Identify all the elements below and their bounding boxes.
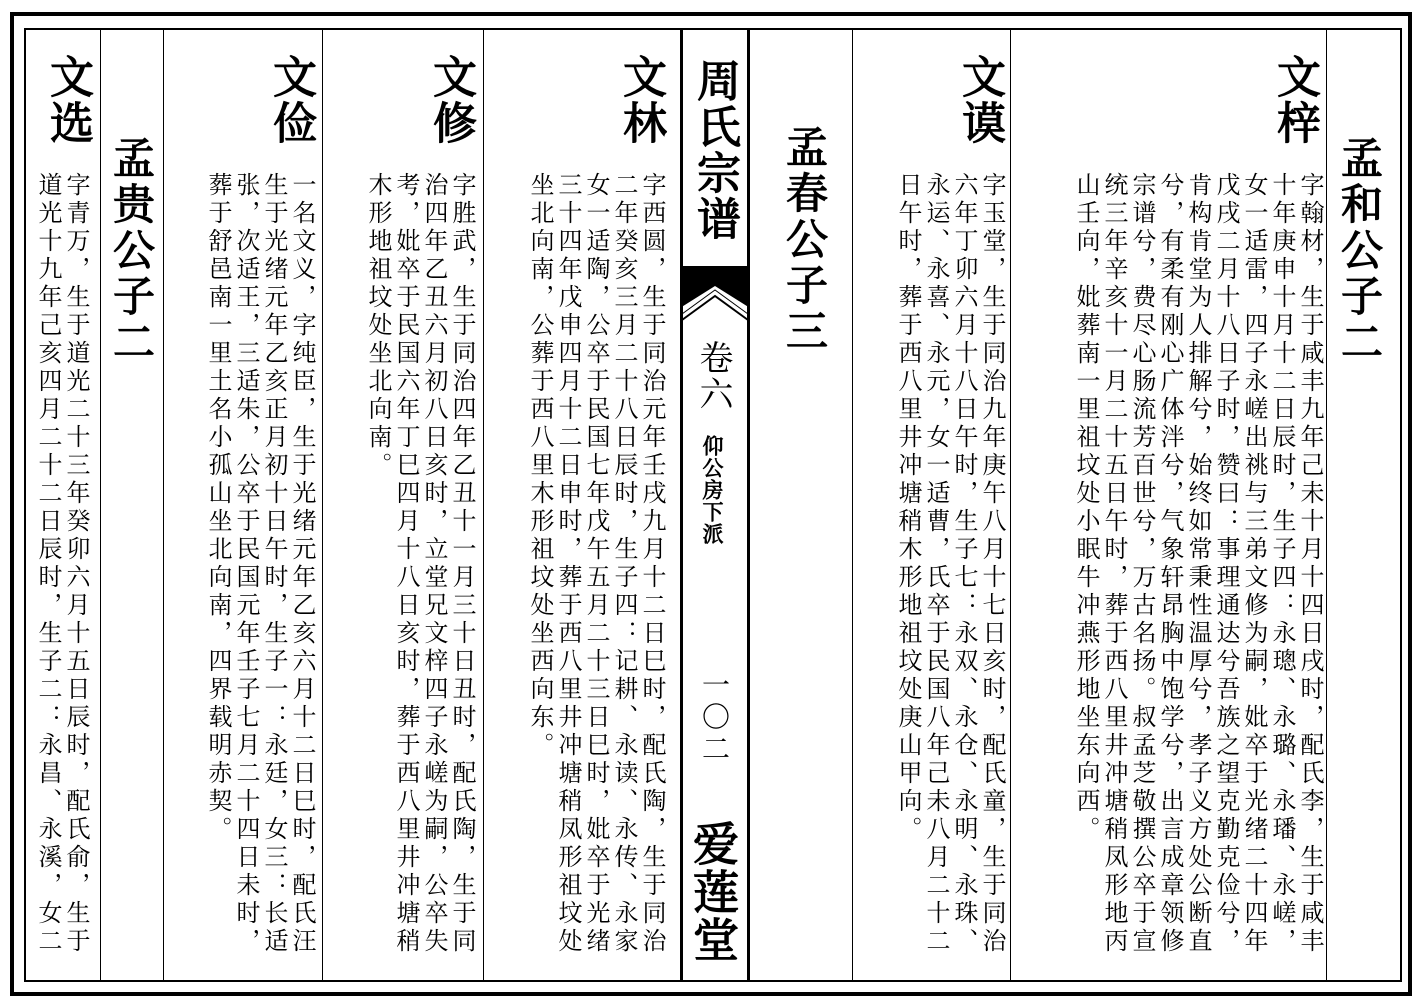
fish-tail-mark — [680, 268, 750, 338]
column-divider — [1010, 30, 1011, 980]
biography-wenzi: 字翰材，生于咸丰九年己未十月十四日戌时，配氏李，生于咸丰十年庚申十月十二日辰时，生子四：永璁、永璐、永璠、永嵯，女一适雷，四子永嵯出祧与三弟文修为嗣，妣卒于光绪二十四年戊戌二月十八日子时，赞曰：事理通达兮吾族之望克勤克俭兮，肯构肯堂为人排解兮，始终如常秉性温厚兮，孝子义方处公断直兮，有柔有刚心广体泮兮，气象轩昂胸中饱学兮，出言成章领修宗谱兮，费尽心肠流芳百世兮，万古名扬。叔孟芝敬撰公卒于宣统三年辛亥十一月二十五日午时，葬于西八里井冲塘稍凤形地丙山壬向，妣葬南一里祖坟处小眠牛冲燕形地坐东向西。 — [1072, 172, 1324, 956]
volume-number: 卷六 — [693, 340, 733, 412]
branch-name: 仰公房下派 — [700, 435, 725, 545]
book-title: 周氏宗谱 — [689, 58, 740, 242]
column-divider — [852, 30, 853, 980]
biography-wenjian: 一名文义，字纯臣，生于光绪元年乙亥六月十二日巳时，配氏汪生于光绪元年乙亥正月初十日午时，生子一：永廷，女三：长适张，次适王，三适朱，公卒于民国元年壬子七月二十四日未时，葬于舒邑南一里土名小孤山坐北向南，四界载明赤契。 — [204, 172, 316, 956]
person-name-wenmo: 文谟 — [954, 54, 1005, 146]
section-title-menghe: 孟和公子二 — [1335, 136, 1384, 366]
biography-wenxuan: 字青万，生于道光二十三年癸卯六月十五日辰时，配氏俞，生于道光十九年己亥四月二十二日辰时，生子二：永昌、永溪，女二 — [34, 172, 90, 956]
page-number: 一〇二 — [698, 670, 731, 766]
person-name-wenxiu: 文修 — [425, 54, 476, 146]
biography-wenlin: 字西圆，生于同治元年壬戌九月十二日巳时，配氏陶，生于同治二年癸亥三月二十八日辰时，生子四：记耕、永读、永传、永家女一适陶，公卒于民国七年戊午五月二十三日巳时，妣卒于光绪三十四年戊申四月十二日申时，葬于西八里井冲塘稍凤形祖坟处坐北向南，公葬于西八里木形祖坟处坐西向东。 — [526, 172, 666, 956]
biography-wenxiu: 字胜武，生于同治四年乙丑十一月三十日丑时，配氏陶，生于同治四年乙丑六月初八日亥时，立堂兄文梓四子永嵯为嗣，公卒失考，妣卒于民国六年丁巳四月十八日亥时，葬于西八里井冲塘稍木形地祖坟处坐北向南。 — [364, 172, 476, 956]
person-name-wenzi: 文梓 — [1269, 54, 1320, 146]
person-name-wenlin: 文林 — [615, 54, 666, 146]
section-title-menggui: 孟贵公子二 — [107, 136, 156, 366]
column-divider — [100, 30, 101, 980]
spine-edge-right — [747, 30, 750, 980]
hall-name: 爱莲堂 — [686, 820, 740, 964]
column-divider — [1326, 30, 1327, 980]
column-divider — [163, 30, 164, 980]
person-name-wenxuan: 文选 — [42, 54, 93, 146]
column-divider — [322, 30, 323, 980]
spine-edge-left — [680, 30, 683, 980]
section-title-mengchun: 孟春公子三 — [780, 125, 829, 355]
column-divider — [483, 30, 484, 980]
person-name-wenjian: 文俭 — [265, 54, 316, 146]
biography-wenmo: 字玉堂，生于同治九年庚午八月十七日亥时，配氏童，生于同治六年丁卯六月十八日午时，生子七：永双、永仓、永明、永珠、永运、永喜、永元，女一适曹，氏卒于民国八年己未八月二十二日午时，葬于西八里井冲塘稍木形地祖坟处庚山甲向。 — [894, 172, 1006, 956]
book-spine — [680, 30, 750, 980]
